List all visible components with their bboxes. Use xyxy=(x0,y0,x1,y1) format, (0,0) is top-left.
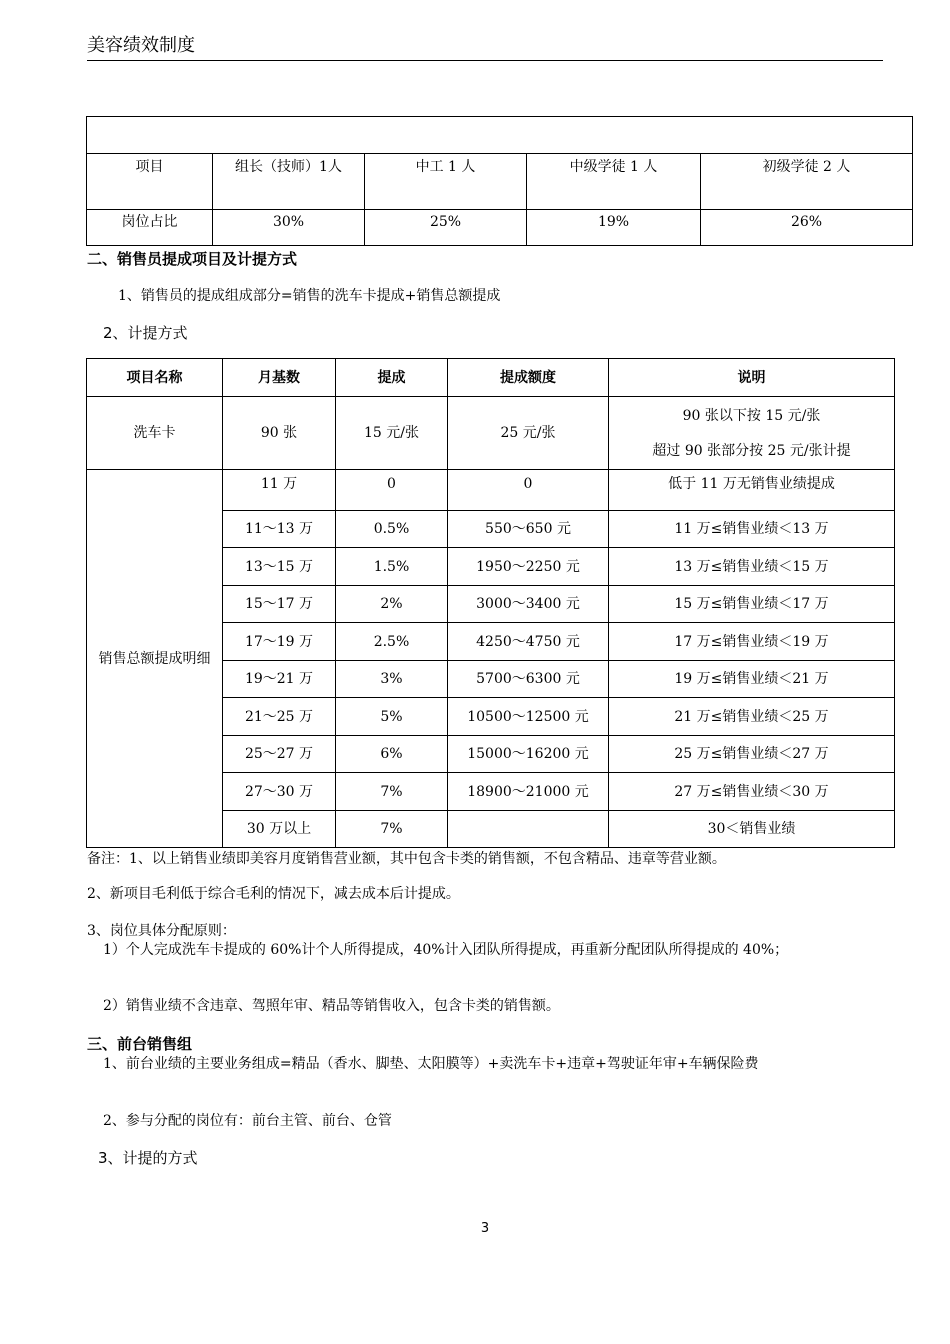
note-line: 90 张以下按 15 元/张 xyxy=(682,407,821,424)
note-paragraph: 备注：1、以上销售业绩即美容月度销售营业额，其中包含卡类的销售额，不包含精品、违章等营业额。 xyxy=(87,851,726,867)
base-cell: 90 张 xyxy=(223,397,336,470)
rate-cell: 3% xyxy=(336,661,448,698)
ratio-cell: 30% xyxy=(213,210,365,246)
note-cell: 27 万≤销售业绩＜30 万 xyxy=(609,773,895,811)
note-line: 超过 90 张部分按 25 元/张计提 xyxy=(652,442,851,459)
rate-cell: 6% xyxy=(336,736,448,773)
header-cell: 提成 xyxy=(336,359,448,397)
note-cell xyxy=(609,397,895,470)
rate-cell: 5% xyxy=(336,698,448,736)
amount-cell: 4250～4750 元 xyxy=(448,623,609,661)
rate-cell: 1.5% xyxy=(336,548,448,586)
base-cell: 13～15 万 xyxy=(223,548,336,586)
item-name-cell: 洗车卡 xyxy=(87,397,223,470)
commission-table xyxy=(86,358,895,848)
amount-cell: 25 元/张 xyxy=(448,397,609,470)
note-cell: 15 万≤销售业绩＜17 万 xyxy=(609,586,895,623)
header-cell: 项目名称 xyxy=(87,359,223,397)
note-cell: 25 万≤销售业绩＜27 万 xyxy=(609,736,895,773)
header-cell: 项目 xyxy=(87,154,213,210)
header-cell: 说明 xyxy=(609,359,895,397)
note-paragraph: 2、新项目毛利低于综合毛利的情况下，减去成本后计提成。 xyxy=(87,886,460,902)
amount-cell: 1950～2250 元 xyxy=(448,548,609,586)
note-cell: 21 万≤销售业绩＜25 万 xyxy=(609,698,895,736)
note-cell: 17 万≤销售业绩＜19 万 xyxy=(609,623,895,661)
amount-cell: 5700～6300 元 xyxy=(448,661,609,698)
amount-cell: 18900～21000 元 xyxy=(448,773,609,811)
note-paragraph: 3、岗位具体分配原则： xyxy=(87,923,236,939)
section-heading: 三、前台销售组 xyxy=(87,1035,193,1053)
subsection-heading: 3、计提的方式 xyxy=(98,1149,198,1167)
base-cell: 21～25 万 xyxy=(223,698,336,736)
note-cell: 低于 11 万无销售业绩提成 xyxy=(609,470,895,511)
paragraph: 2、参与分配的岗位有：前台主管、前台、仓管 xyxy=(103,1113,392,1129)
header-divider xyxy=(87,60,883,61)
base-cell: 25～27 万 xyxy=(223,736,336,773)
amount-cell: 0 xyxy=(448,470,609,511)
row-label: 岗位占比 xyxy=(87,210,213,246)
rate-cell: 15 元/张 xyxy=(336,397,448,470)
rate-cell: 2% xyxy=(336,586,448,623)
rate-cell: 0 xyxy=(336,470,448,511)
table-row xyxy=(87,154,913,210)
position-ratio-table xyxy=(86,116,913,246)
subsection-heading: 2、计提方式 xyxy=(103,324,188,342)
amount-cell xyxy=(448,811,609,848)
paragraph: 1、销售员的提成组成部分=销售的洗车卡提成+销售总额提成 xyxy=(118,288,501,304)
note-cell: 19 万≤销售业绩＜21 万 xyxy=(609,661,895,698)
amount-cell: 15000～16200 元 xyxy=(448,736,609,773)
table-row xyxy=(87,470,895,511)
ratio-cell: 26% xyxy=(701,210,913,246)
base-cell: 30 万以上 xyxy=(223,811,336,848)
rate-cell: 0.5% xyxy=(336,511,448,548)
base-cell: 17～19 万 xyxy=(223,623,336,661)
blank-header-cell xyxy=(87,117,913,154)
header-cell: 中级学徒 1 人 xyxy=(527,154,701,210)
header-cell: 月基数 xyxy=(223,359,336,397)
amount-cell: 550～650 元 xyxy=(448,511,609,548)
base-cell: 27～30 万 xyxy=(223,773,336,811)
note-paragraph: 2）销售业绩不含违章、驾照年审、精品等销售收入，包含卡类的销售额。 xyxy=(103,998,560,1014)
base-cell: 15～17 万 xyxy=(223,586,336,623)
page-number: 3 xyxy=(480,1221,490,1236)
note-paragraph: 1）个人完成洗车卡提成的 60%计个人所得提成，40%计入团队所得提成，再重新分配团队所得提成的 40%； xyxy=(103,942,789,958)
header-cell: 初级学徒 2 人 xyxy=(701,154,913,210)
table-row xyxy=(87,117,913,154)
header-cell: 中工 1 人 xyxy=(365,154,527,210)
amount-cell: 10500～12500 元 xyxy=(448,698,609,736)
rate-cell: 7% xyxy=(336,811,448,848)
note-cell: 11 万≤销售业绩＜13 万 xyxy=(609,511,895,548)
header-cell: 组长（技师）1人 xyxy=(213,154,365,210)
amount-cell: 3000～3400 元 xyxy=(448,586,609,623)
item-name-cell: 销售总额提成明细 xyxy=(87,470,223,848)
table-row xyxy=(87,397,895,470)
ratio-cell: 19% xyxy=(527,210,701,246)
header-cell: 提成额度 xyxy=(448,359,609,397)
section-heading: 二、销售员提成项目及计提方式 xyxy=(87,250,298,268)
base-cell: 11 万 xyxy=(223,470,336,511)
rate-cell: 2.5% xyxy=(336,623,448,661)
rate-cell: 7% xyxy=(336,773,448,811)
ratio-cell: 25% xyxy=(365,210,527,246)
note-cell: 13 万≤销售业绩＜15 万 xyxy=(609,548,895,586)
document-header-title: 美容绩效制度 xyxy=(87,35,195,56)
note-cell: 30＜销售业绩 xyxy=(609,811,895,848)
table-row xyxy=(87,210,913,246)
base-cell: 11～13 万 xyxy=(223,511,336,548)
paragraph: 1、前台业绩的主要业务组成=精品（香水、脚垫、太阳膜等）+卖洗车卡+违章+驾驶证年审+车辆保险费 xyxy=(103,1056,759,1072)
base-cell: 19～21 万 xyxy=(223,661,336,698)
table-header-row xyxy=(87,359,895,397)
